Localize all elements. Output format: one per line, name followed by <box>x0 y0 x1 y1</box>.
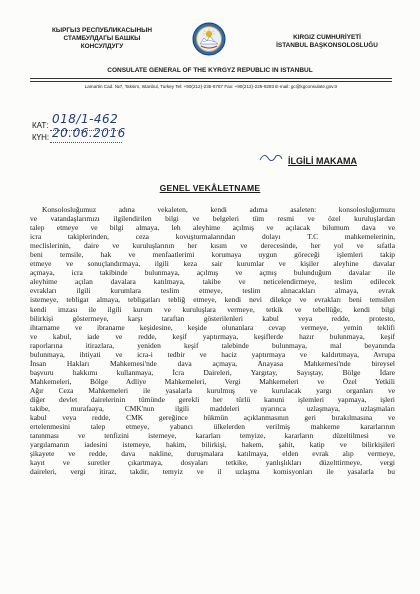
consulate-address: Lamartin Cad. №7, Taksim, Istanbul, Turkey Tel: +90(212)-235-6767 Fax: +90(212)-235-9293 E-mail: gc@kgconsulate.gov.tr <box>84 84 338 89</box>
body-line: şikayete ve redde, dava nakline, duruşmalara katılmaya, elden evrak alıp vermeye, <box>30 449 395 459</box>
body-line: ve kabul, iade ve redde, keşif yaptırmaya, keşiflerde hazır bulunmaya, keşif <box>30 331 395 341</box>
body-line: raporlarına itirazlara, yeniden keşif talebinde bulunmaya, mal beyanında <box>30 340 395 350</box>
body-line: kendi imzası ile ilgili kurum ve kuruluşlara vermeye, tetkik ve tebellüğe, kendi bilgi <box>30 304 395 314</box>
kyh-underline <box>50 142 122 143</box>
header-left-line: КОНСУЛДУГУ <box>80 43 124 51</box>
recipient-heading: İLGİLİ MAKAMA <box>288 156 357 166</box>
body-line: kabul veya redde, CMK gereğince hükmün açıklanmasının geri bırakılmasına ve <box>30 413 395 423</box>
body-line: ihtarname ve ibraname keşidesine, keşide olunanlara cevap vermeye, yemin teklifi <box>30 322 395 332</box>
body-line: aleyhime açılan davalara katılmaya, takibe ve neticelendirmeye, teslim edilecek <box>30 277 395 287</box>
body-line: Mahkemeleri, Bölge Adliye Mahkemeleri, Vergi Mahkemeleri ve Özel Yetkili <box>30 376 395 386</box>
document-body <box>30 205 395 476</box>
document-title: GENEL VEKÂLETNAME <box>159 183 261 193</box>
body-line: yargılamanın iadesini istemeye, hakim, bilirkişi, hakem, şahit, katip ve bilirkişileri <box>30 440 395 450</box>
header-right-line: İSTANBUL BAŞKONSOLOSLUĞU <box>276 42 378 50</box>
kyh-label: КҮН: <box>32 133 50 142</box>
header-kyrgyz-text <box>42 27 162 52</box>
body-line: başvuru hakkımı kullanmaya, İcra Daireleri, Yargıtay, Sayıştay, Bölge İdare <box>30 367 395 377</box>
body-line: istemeye, tebligat almaya, tebligatları tebliğ etmeye, kendi nevi dilekçe ve evrakları beni temsilen <box>30 295 395 305</box>
body-line: Konsolosluğumuz adına vekaleten, kendi adıma asaleten: konsolosluğumuzu <box>42 205 395 214</box>
body-line: ve vatandaşlarımızı ilgilendirilen bilgi ve belgeleri tüm resmi ve özel kuruluşlardan <box>30 214 395 224</box>
body-line: etmeye ve sonuçlandırmaya, ilgili keza sair kurumlar ve kişiler aleyhine davalar <box>30 259 395 269</box>
kat-value: 018/1-462 <box>52 112 119 126</box>
body-line: İnsan Hakları Mahkemesi'nde dava açmaya, Anayasa Mahkemesi'nde bireysel <box>30 358 395 368</box>
body-line: talep etmeye ve bilgi almaya, leh aleyhime açılmış ve açılacak bilumum dava ve <box>30 223 395 233</box>
body-line: ertelenmesini talep etmeye, yabancı ülkelerden verilmiş mahkeme kararlarının <box>30 422 395 432</box>
body-line: tanınması ve tenfizini istemeye, kararları temyize, kararların düzeltilmesi ve <box>30 431 395 441</box>
header-left-line: КЫРГЫЗ РЕСПУБЛИКАСЫНЫН <box>51 27 152 34</box>
body-line: Ağır Ceza Mahkemeleri ile yasalarla kurulmuş ve kurulacak yargı organları ve <box>30 385 395 395</box>
body-line: takibe, murafaaya, CMK'nun ilgili maddeleri uyarınca uzlaşmaya, uzlaşmaları <box>30 404 395 414</box>
body-line: bilirkişi göstermeye, karşı taraftan gösterilenleri kabul veya redde, protesto, <box>30 313 395 323</box>
body-line: meclislerinin, daire ve kuruluşlarının her kısım ve derecesinde, her yol ve sıfatla <box>30 241 395 251</box>
body-line: açmaya, icra takibinde bulunmaya, açılmış ve açmış bulunduğum davalar ile <box>30 268 395 278</box>
state-emblem-icon <box>192 22 226 56</box>
header-left-line: СТАМБУЛДАГЫ БАШКЫ <box>63 35 141 43</box>
consulate-title: CONSULATE GENERAL OF THE KYRGYZ REPUBLIC IN ISTANBUL <box>107 67 313 74</box>
header-rule-thin <box>30 81 392 82</box>
body-line: kayıt ve suretler çıkartmaya, dosyaları tetkike, yanlışlıkları düzelttirmeye, vergi <box>30 458 395 468</box>
body-line: beni temsile, hak ve menfaatlerimi korumaya uygun göreceği işlemleri takip <box>30 250 395 260</box>
kat-label: КАТ: <box>32 121 49 130</box>
body-line: evrakları ilgili kurumlara teslim etmeye, teslim alınacakları almaya, evrak <box>30 286 395 296</box>
body-line: icra takiplerinden, ceza kovuşturmalarından dolayı T.C mahkemelerinin, <box>30 232 395 242</box>
header-turkish-text <box>262 34 392 50</box>
body-line: daireleri, vergi itiraz, takdir, temyiz ve il uzlaşma komisyonları ile yasalarla bu <box>30 467 395 477</box>
header-right-line: KIRGIZ CUMHURİYETİ <box>293 34 361 41</box>
header-rule <box>30 78 392 79</box>
body-line: diğer devlet dairelerinin tümünde gerekli her türlü kanuni işlemleri yapmaya, işleri <box>30 394 395 404</box>
handwritten-mark-icon <box>258 150 284 164</box>
body-line: bulunmaya, ihtiyati ve icra-i tedbir ve haciz yaptırmaya ve kaldırtmaya, Avrupa <box>30 349 395 359</box>
kyh-value: 20.06.2016 <box>52 126 126 140</box>
